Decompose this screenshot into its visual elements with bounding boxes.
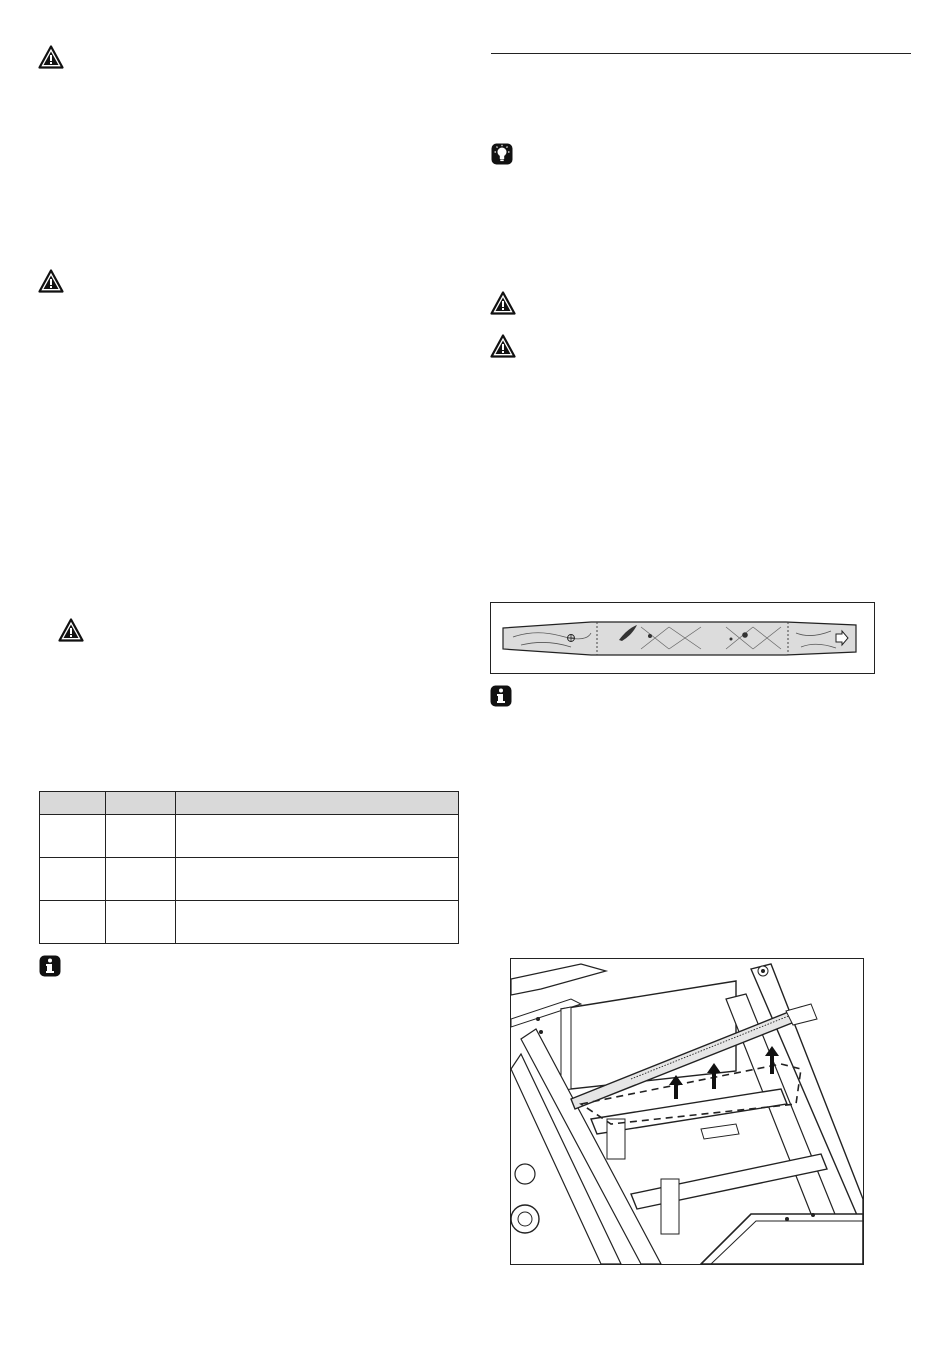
table-cell — [106, 901, 176, 944]
table-cell — [176, 901, 459, 944]
burner-tube-figure — [490, 602, 875, 674]
grill-burner-removal-illustration — [511, 959, 863, 1264]
tip-lightbulb-icon — [491, 143, 513, 165]
table-cell — [40, 815, 106, 858]
info-icon — [39, 955, 61, 977]
table-header-cell — [106, 792, 176, 815]
table-row — [40, 901, 459, 944]
grill-burner-figure — [510, 958, 864, 1265]
warning-icon — [38, 45, 64, 69]
warning-icon — [38, 269, 64, 293]
table-header-cell — [40, 792, 106, 815]
table-header-cell — [176, 792, 459, 815]
warning-icon — [490, 291, 516, 315]
table-cell — [176, 815, 459, 858]
table-cell — [106, 858, 176, 901]
spec-table — [39, 791, 459, 944]
burner-tube-illustration — [491, 603, 874, 673]
section-divider — [491, 53, 911, 54]
table-cell — [106, 815, 176, 858]
warning-icon — [58, 618, 84, 642]
table-cell — [176, 858, 459, 901]
info-icon — [490, 685, 512, 707]
table-cell — [40, 858, 106, 901]
table-row — [40, 858, 459, 901]
table-cell — [40, 901, 106, 944]
table-row — [40, 815, 459, 858]
warning-icon — [490, 334, 516, 358]
table-header-row — [40, 792, 459, 815]
